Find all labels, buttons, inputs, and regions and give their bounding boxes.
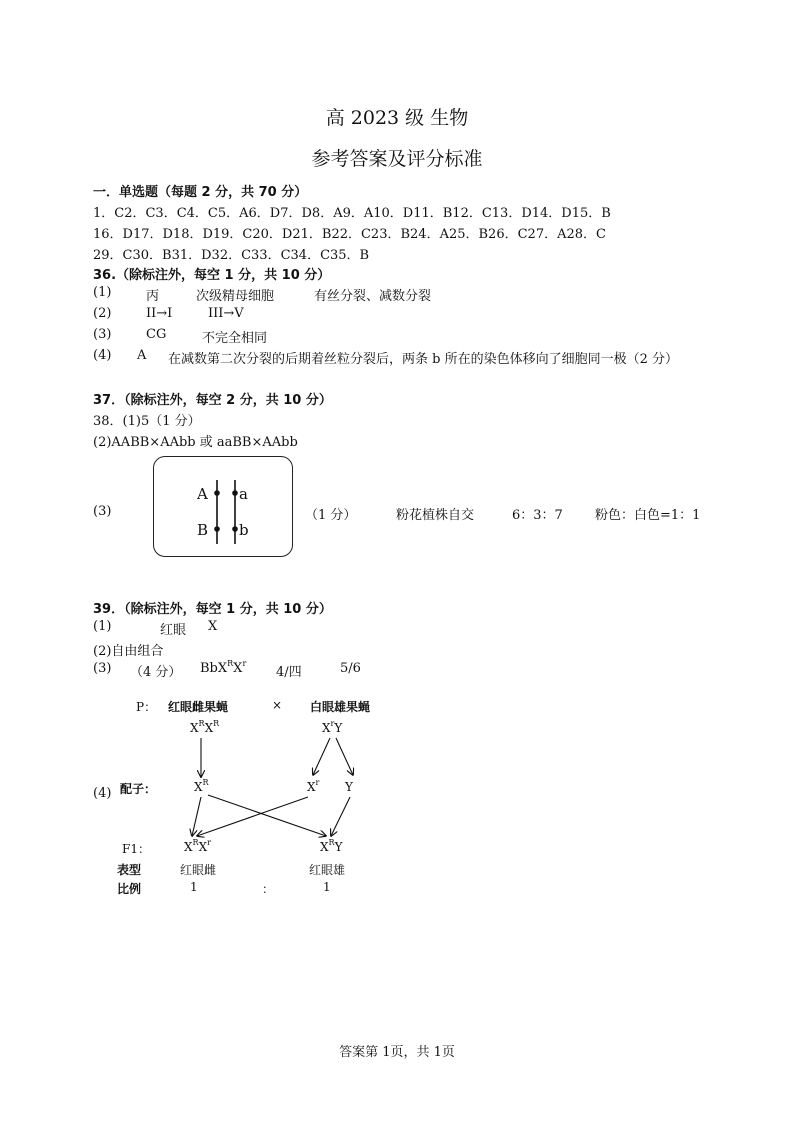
f1-genotype-b: $X^RY$ (320, 838, 343, 854)
cross-male: 白眼雄果蝇 (310, 700, 371, 714)
q36-2-a: II→I (146, 306, 173, 321)
q39-4-num: (4) (93, 786, 112, 801)
q36-4-a: A (137, 348, 147, 363)
q36-2-num: (2) (93, 306, 112, 321)
gene-B: B (197, 521, 209, 539)
gamete-male-y: Y (345, 780, 353, 794)
phenotype-a: 红眼雌 (180, 863, 217, 877)
q39-3-d: 5/6 (340, 661, 361, 676)
arrow-male-to-xr (313, 738, 330, 775)
cross-symbol: × (272, 698, 283, 712)
page-footer: 答案第 1页，共 1页 (339, 1045, 455, 1060)
answer-row-2: 16．D17．D18．D19．C20．D21．B22．C23．B24．A25．B26．C27．A28．C (93, 227, 606, 242)
arrow-male-to-y (336, 738, 353, 775)
q39-1-num: (1) (93, 619, 112, 634)
answer-row-1: 1．C2．C3．C4．C5．A6．D7．D8．A9．A10．D11．B12．C13．D14．D15．B (93, 206, 611, 221)
page-subtitle: 参考答案及评分标准 (311, 148, 483, 170)
ratio-a: 1 (190, 880, 198, 894)
q39-3-num: (3) (93, 661, 112, 676)
ratio-b: 1 (323, 880, 331, 894)
q38-3-ratio: 6：3：7 (512, 508, 563, 523)
q36-3-num: (3) (93, 327, 112, 342)
q38-3-result: 粉色：白色=1：1 (595, 508, 701, 523)
phenotype-label: 表型 (117, 863, 142, 877)
gamete-label: 配子： (120, 782, 157, 796)
q38-3-score: （1 分） (305, 508, 357, 523)
q39-1-a: 红眼 (160, 623, 187, 638)
q36-1-c: 有丝分裂、减数分裂 (314, 289, 432, 304)
phenotype-b: 红眼雄 (309, 863, 346, 877)
gene-a: a (239, 485, 248, 503)
q36-2-b: III→V (208, 306, 244, 321)
answer-row-3: 29．C30．B31．D32．C33．C34．C35．B (93, 248, 370, 263)
arrow-xr-to-f1a (197, 797, 308, 836)
q38-3-method: 粉花植株自交 (396, 508, 475, 523)
q39-heading: 39．（除标注外，每空 1 分，共 10 分） (93, 602, 332, 617)
gene-A: A (197, 485, 208, 503)
q36-4-b: 在减数第二次分裂的后期着丝粒分裂后，两条 b 所在的染色体移向了细胞同一极（2 分） (168, 352, 678, 367)
q38-3-num: (3) (93, 504, 112, 519)
ratio-label: 比例 (117, 882, 142, 896)
arrow-xR-to-f1a (192, 797, 201, 836)
q36-1-num: (1) (93, 285, 112, 300)
arrow-xR-to-f1b (208, 795, 326, 836)
q36-3-a: CG (146, 327, 167, 342)
cross-female: 红眼雌果蝇 (168, 700, 229, 714)
cross-p-label: P： (136, 700, 157, 714)
gamete-female: $X^R$ (194, 778, 209, 794)
q39-3-a: （4 分） (130, 665, 182, 680)
gamete-male-x: $X^r$ (307, 778, 320, 794)
q39-2: (2)自由组合 (93, 644, 164, 659)
section1-heading: 一．单选题（每题 2 分，共 70 分） (93, 185, 308, 200)
q36-1-a: 丙 (146, 289, 160, 304)
male-genotype: $X^rY$ (322, 719, 343, 735)
f1-label: F1： (122, 842, 150, 856)
q39-1-b: X (208, 619, 218, 634)
arrow-y-to-f1b (331, 797, 350, 836)
q39-3-genotype: $BbX^RX^r$ (200, 659, 247, 676)
q38-line1: 38．(1)5（1 分） (93, 414, 201, 429)
q36-3-b: 不完全相同 (202, 331, 268, 346)
female-genotype: $X^RX^R$ (190, 719, 220, 735)
q39-3-c: 4/四 (276, 665, 302, 680)
q36-1-b: 次级精母细胞 (196, 289, 275, 304)
q36-heading: 36.（除标注外，每空 1 分，共 10 分） (93, 268, 331, 283)
ratio-colon: ： (262, 882, 275, 896)
gene-b: b (239, 521, 249, 539)
q36-4-num: (4) (93, 348, 112, 363)
f1-genotype-a: $X^RX^r$ (184, 838, 211, 854)
page-title: 高 2023 级 生物 (325, 107, 469, 129)
q37-heading: 37．（除标注外，每空 2 分，共 10 分） (93, 393, 332, 408)
q38-line2: (2)AABB×AAbb 或 aaBB×AAbb (93, 435, 298, 450)
